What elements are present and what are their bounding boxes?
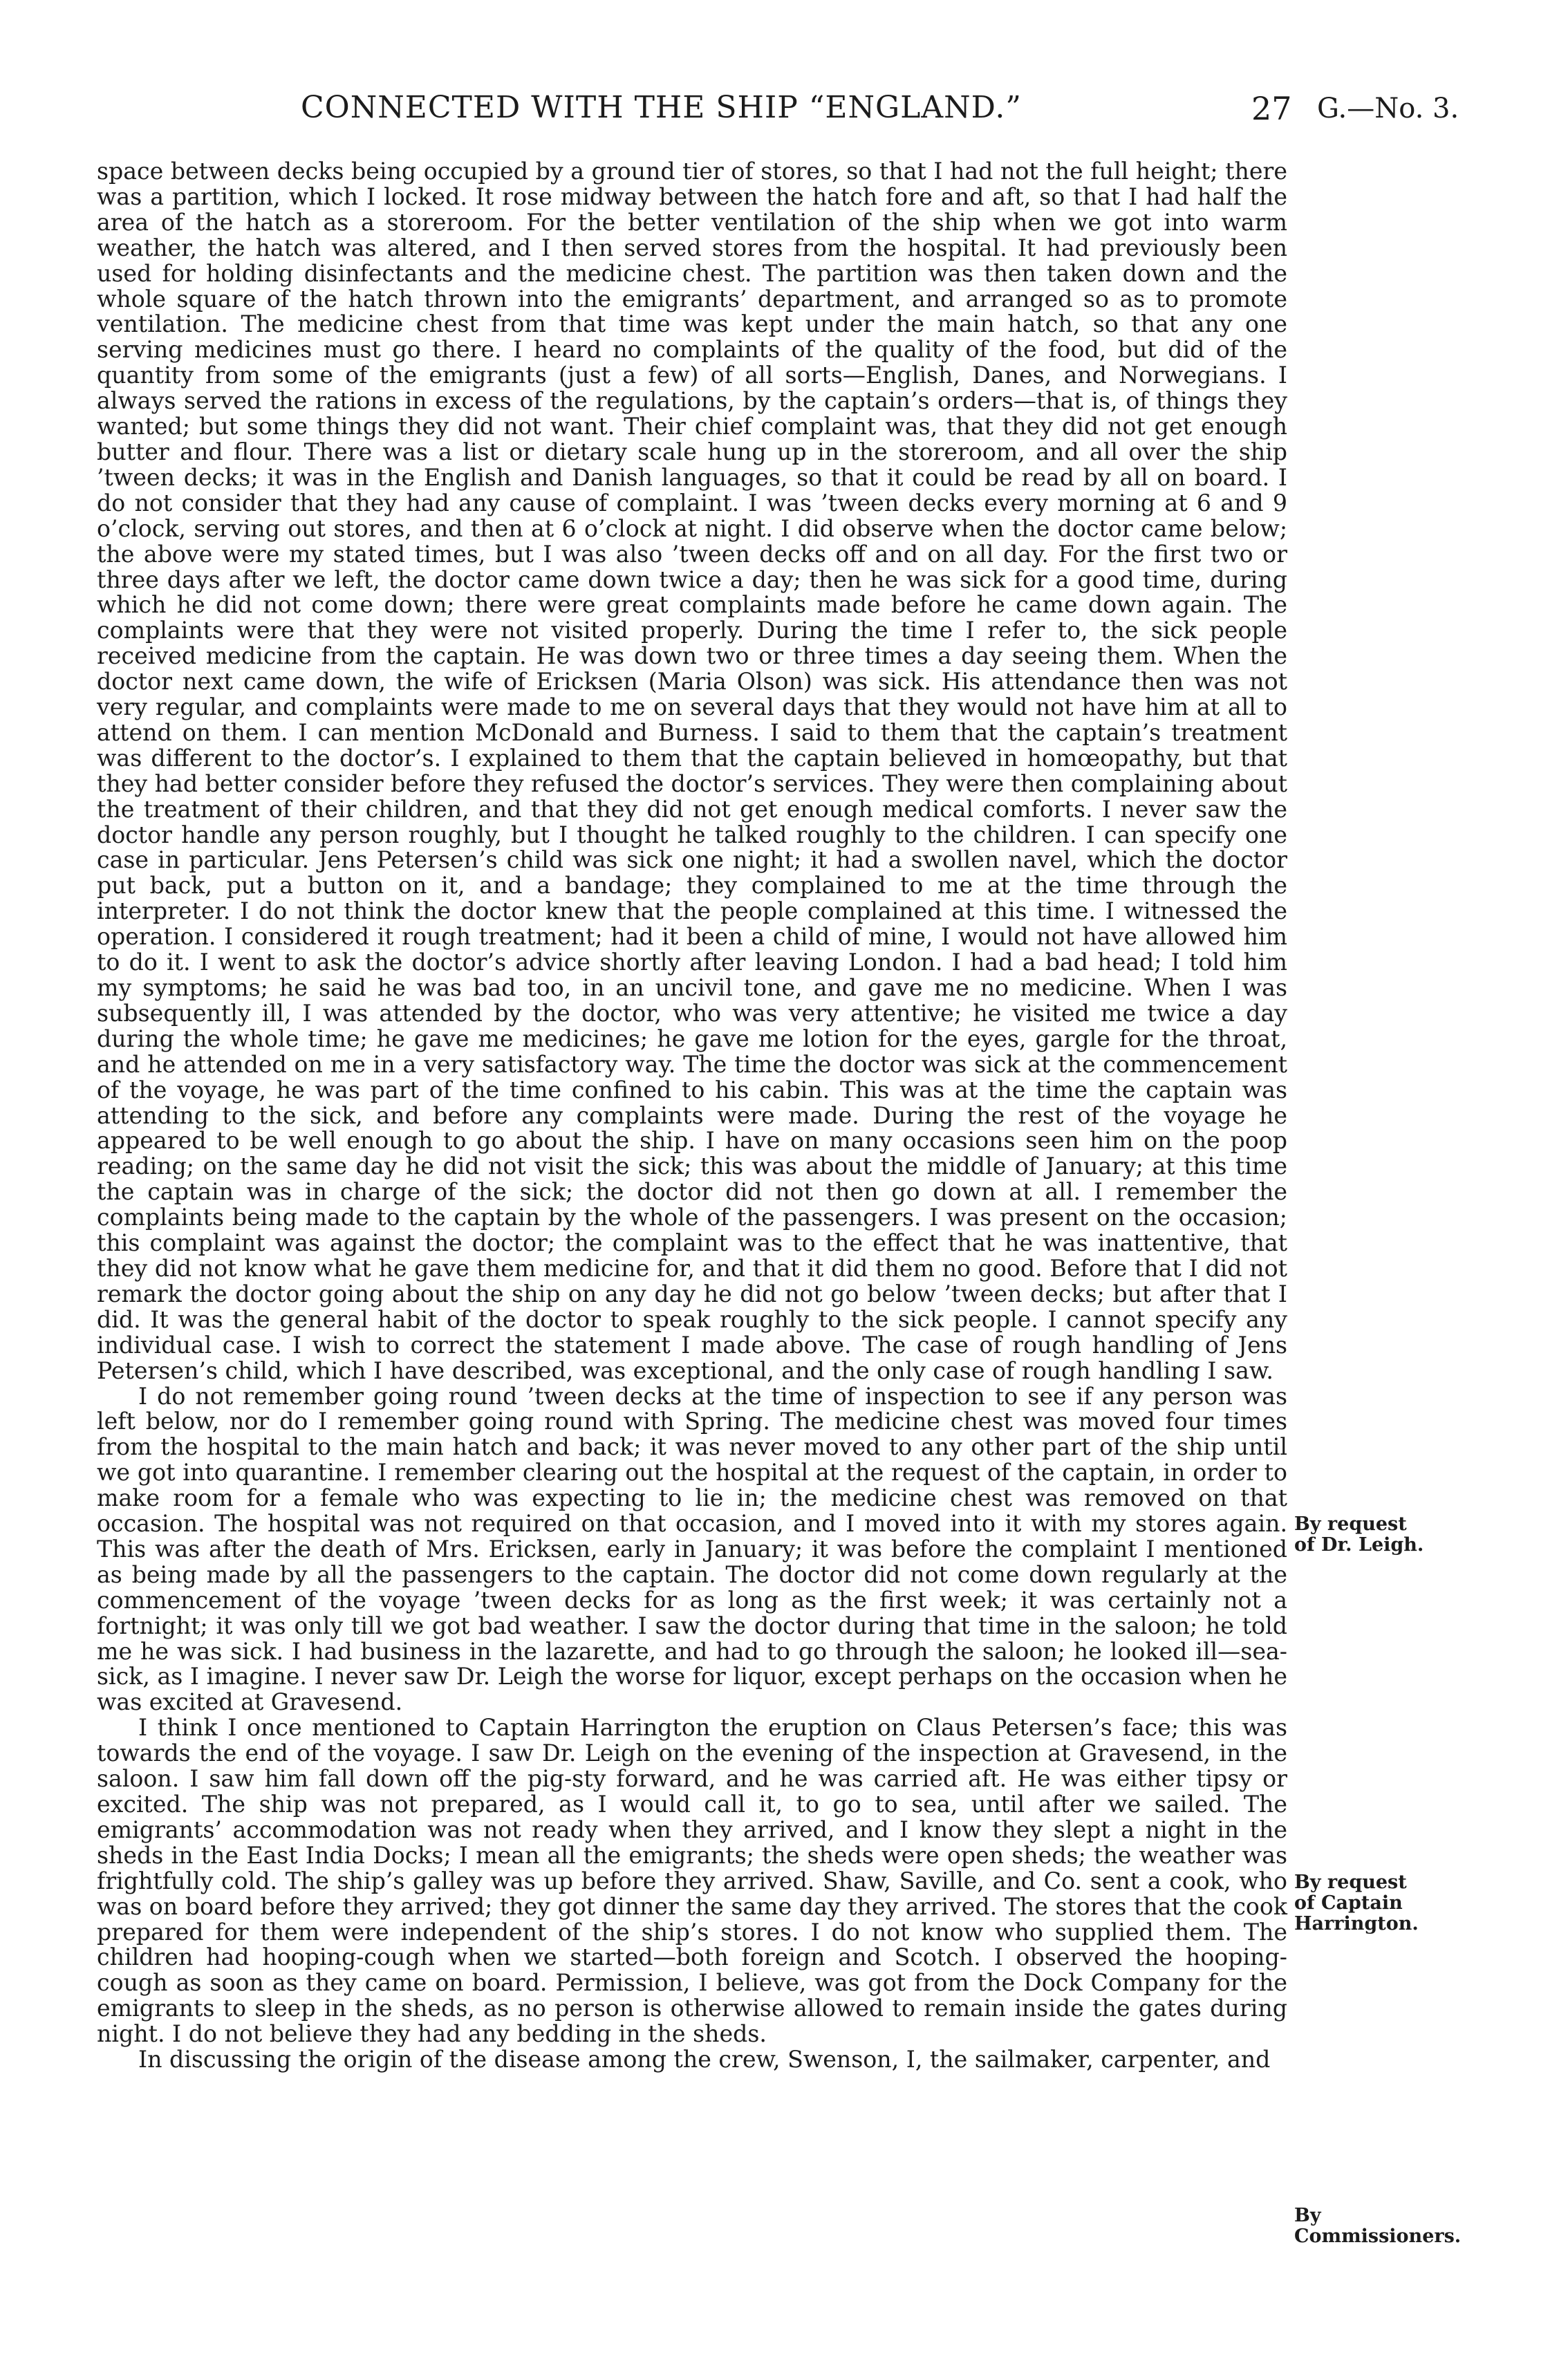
marginal-note-request-dr-leigh: By request of Dr. Leigh. bbox=[1294, 1513, 1424, 1556]
document-reference: G.—No. 3. bbox=[1317, 93, 1459, 124]
paragraph-2: I do not remember going round ’tween decks at the time of inspection to see if any person was left below, nor do I remember going round with Spring. The medicine chest was moved four times from the hospital to the main hatch and back; it was never moved to any other part of the ship until we got into quarantine. I remember clearing out the hospital at the request of the captain, in order to make room for a female who was expecting to lie in; the medicine chest was removed on that occasion. The hospital was not required on that occasion, and I moved into it with my stores again. This was after the death of Mrs. Ericksen, early in January; it was before the complaint I mentioned as being made by all the passengers to the captain. The doctor did not come down regularly at the commencement of the voyage ’tween decks for as long as the first week; it was certainly not a fortnight; it was only till we got bad weather. I saw the doctor during that time in the saloon; he told me he was sick. I had business in the lazarette, and had to go through the saloon; he looked ill—sea-sick, as I imagine. I never saw Dr. Leigh the worse for liquor, except perhaps on the occasion when he was excited at Gravesend. bbox=[97, 1382, 1287, 1716]
marginal-note-request-captain-harrington: By request of Captain Harrington. bbox=[1294, 1872, 1419, 1935]
marginal-note-commissioners: By Commissioners. bbox=[1294, 2205, 1462, 2247]
body-text bbox=[97, 159, 1287, 2073]
page-number: 27 bbox=[1251, 90, 1292, 127]
running-title: CONNECTED WITH THE SHIP “ENGLAND.” bbox=[301, 90, 1022, 125]
paragraph-1: space between decks being occupied by a ground tier of stores, so that I had not the full height; there was a partition, which I locked. It rose midway between the hatch fore and aft, so that I had half the area of the hatch as a storeroom. For the better ventilation of the ship when we got into warm weather, the hatch was altered, and I then served stores from the hospital. It had previously been used for holding disinfectants and the medicine chest. The partition was then taken down and the whole square of the hatch thrown into the emigrants’ department, and arranged so as to promote ventilation. The medicine chest from that time was kept under the main hatch, so that any one serving medicines must go there. I heard no complaints of the quality of the food, but did of the quantity from some of the emigrants (just a few) of all sorts—English, Danes, and Norwegians. I always served the rations in excess of the regulations, by the captain’s orders—that is, of things they wanted; but some things they did not want. Their chief complaint was, that they did not get enough butter and flour. There was a list or dietary scale hung up in the storeroom, and all over the ship ’tween decks; it was in the English and Danish languages, so that it could be read by all on board. I do not consider that they had any cause of complaint. I was ’tween decks every morning at 6 and 9 o’clock, serving out stores, and then at 6 o’clock at night. I did observe when the doctor came below; the above were my stated times, but I was also ’tween decks off and on all day. For the first two or three days after we left, the doctor came down twice a day; then he was sick for a good time, during which he did not come down; there were great complaints made before he came down again. The complaints were that they were not visited properly. During the time I refer to, the sick people received medicine from the captain. He was down two or three times a day seeing them. When the doctor next came down, the wife of Ericksen (Maria Olson) was sick. His attendance then was not very regular, and complaints were made to me on several days that they would not have him at all to attend on them. I can mention McDonald and Burness. I said to them that the captain’s treatment was different to the doctor’s. I explained to them that the captain believed in homœopathy, but that they had better consider before they refused the doctor’s services. They were then complaining about the treatment of their children, and that they did not get enough medical comforts. I never saw the doctor handle any person roughly, but I thought he talked roughly to the children. I can specify one case in particular. Jens Petersen’s child was sick one night; it had a swollen navel, which the doctor put back, put a button on it, and a bandage; they complained to me at the time through the interpreter. I do not think the doctor knew that the people complained at this time. I witnessed the operation. I considered it rough treatment; had it been a child of mine, I would not have allowed him to do it. I went to ask the doctor’s advice shortly after leaving London. I had a bad head; I told him my symptoms; he said he was bad too, in an uncivil tone, and gave me no medicine. When I was subsequently ill, I was attended by the doctor, who was very attentive; he visited me twice a day during the whole time; he gave me medicines; he gave me lotion for the eyes, gargle for the throat, and he attended on me in a very satisfactory way. The time the doctor was sick at the commencement of the voyage, he was part of the time confined to his cabin. This was at the time the captain was attending to the sick, and before any complaints were made. During the rest of the voyage he appeared to be well enough to go about the ship. I have on many occasions seen him on the poop reading; on the same day he did not visit the sick; this was about the middle of January; at this time the captain was in charge of the sick; the doctor did not then go down at all. I remember the complaints being made to the captain by the whole of the passengers. I was present on the occasion; this complaint was against the doctor; the complaint was to the effect that he was inattentive, that they did not know what he gave them medicine for, and that it did them no good. Before that I did not remark the doctor going about the ship on any day he did not go below ’tween decks; but after that I did. It was the general habit of the doctor to speak roughly to the sick people. I cannot specify any individual case. I wish to correct the statement I made above. The case of rough handling of Jens Petersen’s child, which I have described, was exceptional, and the only case of rough handling I saw. bbox=[97, 158, 1287, 1384]
page-header bbox=[97, 90, 1480, 145]
paragraph-4: In discussing the origin of the disease among the crew, Swenson, I, the sailmaker, carpenter, and bbox=[138, 2046, 1271, 2073]
paragraph-3: I think I once mentioned to Captain Harrington the eruption on Claus Petersen’s face; this was towards the end of the voyage. I saw Dr. Leigh on the evening of the inspection at Gravesend, in the saloon. I saw him fall down off the pig-sty forward, and he was carried aft. He was either tipsy or excited. The ship was not prepared, as I would call it, to go to sea, until after we sailed. The emigrants’ accommodation was not ready when they arrived, and I know they slept a night in the sheds in the East India Docks; I mean all the emigrants; the sheds were open sheds; the weather was frightfully cold. The ship’s galley was up before they arrived. Shaw, Saville, and Co. sent a cook, who was on board before they arrived; they got dinner the same day they arrived. The stores that the cook prepared for them were independent of the ship’s stores. I do not know who supplied them. The children had hooping-cough when we started—both foreign and Scotch. I observed the hooping-cough as soon as they came on board. Permission, I believe, was got from the Dock Company for the emigrants to sleep in the sheds, as no person is otherwise allowed to remain inside the gates during night. I do not believe they had any bedding in the sheds. bbox=[97, 1714, 1287, 2048]
